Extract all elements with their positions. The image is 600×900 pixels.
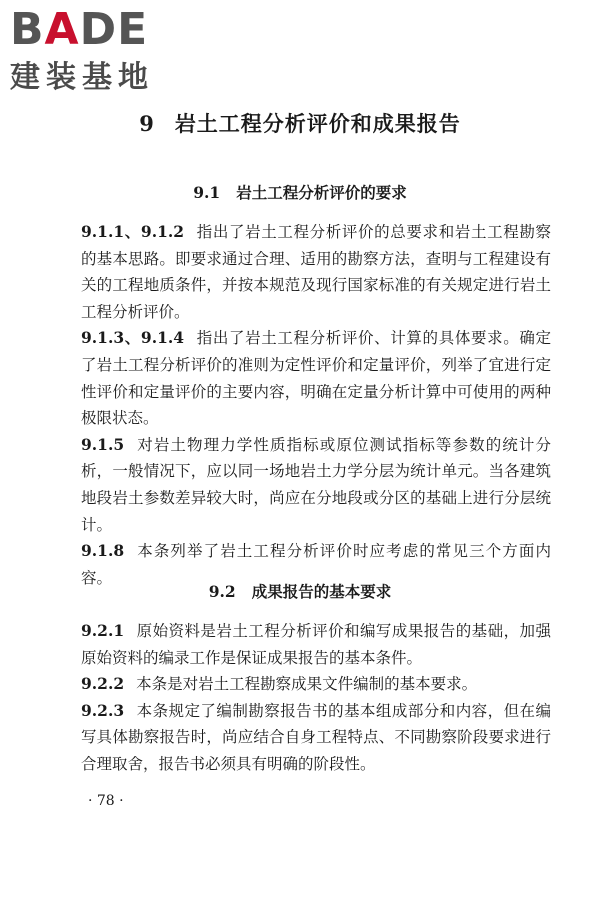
logo-letter-a: A bbox=[44, 4, 80, 55]
section-body bbox=[81, 618, 551, 778]
clause-number: 9.1.5 bbox=[81, 434, 125, 454]
logo-wordmark bbox=[10, 6, 185, 54]
clause-paragraph bbox=[81, 219, 551, 325]
clause-number: 9.2.3 bbox=[81, 700, 125, 720]
clause-paragraph bbox=[81, 671, 551, 698]
section-number: 9.2 bbox=[208, 582, 236, 601]
clause-text: 本条是对岩土工程勘察成果文件编制的基本要求。 bbox=[136, 675, 478, 694]
clause-number: 9.1.1、9.1.2 bbox=[81, 222, 185, 241]
section-number: 9.1 bbox=[193, 183, 221, 202]
clause-text: 指出了岩土工程分析评价、计算的具体要求。确定了岩土工程分析评价的准则为定性评价和定量评价，列举了宜进行定性评价和定量评价的主要内容，明确在定量分析计算中可使用的两种极限状态。 bbox=[81, 329, 551, 428]
section-title-text: 岩土工程分析评价的要求 bbox=[236, 183, 407, 202]
section-title-text: 成果报告的基本要求 bbox=[251, 582, 392, 601]
clause-text: 原始资料是岩土工程分析评价和编写成果报告的基础，加强原始资料的编录工作是保证成果报告的基本条件。 bbox=[81, 622, 551, 667]
clause-number: 9.2.2 bbox=[81, 674, 125, 694]
section-body bbox=[81, 219, 551, 591]
clause-text: 对岩土物理力学性质指标或原位测试指标等参数的统计分析，一般情况下，应以同一场地岩土力学分层为统计单元。当各建筑地段岩土参数差异较大时，尚应在分地段或分区的基础上进行分层统计。 bbox=[81, 435, 551, 534]
logo-letters-de: DE bbox=[79, 4, 149, 55]
logo-letter-b: B bbox=[10, 4, 45, 55]
clause-paragraph bbox=[81, 698, 551, 778]
chapter-number: 9 bbox=[139, 111, 155, 136]
clause-text: 本条规定了编制勘察报告书的基本组成部分和内容，但在编写具体勘察报告时，尚应结合自身工程特点、不同勘察阶段要求进行合理取舍，报告书必须具有明确的阶段性。 bbox=[81, 701, 551, 773]
chapter-title-text: 岩土工程分析评价和成果报告 bbox=[174, 111, 461, 136]
clause-paragraph bbox=[81, 325, 551, 431]
clause-number: 9.2.1 bbox=[81, 621, 125, 640]
clause-text: 本条列举了岩土工程分析评价时应考虑的常见三个方面内容。 bbox=[81, 542, 551, 587]
section-title bbox=[0, 181, 600, 203]
bade-logo bbox=[10, 6, 185, 98]
page-number: · 78 · bbox=[88, 793, 124, 809]
clause-number: 9.1.8 bbox=[81, 541, 125, 561]
chapter-title bbox=[0, 108, 600, 138]
clause-number: 9.1.3、9.1.4 bbox=[81, 328, 185, 348]
logo-subtitle: 建装基地 bbox=[10, 60, 154, 95]
clause-paragraph bbox=[81, 618, 551, 671]
section-title bbox=[0, 580, 600, 602]
clause-text: 指出了岩土工程分析评价的总要求和岩土工程勘察的基本思路。即要求通过合理、适用的勘察方法，查明与工程建设有关的工程地质条件，并按本规范及现行国家标准的有关规定进行岩土工程分析评价。 bbox=[81, 223, 551, 321]
clause-paragraph bbox=[81, 432, 551, 538]
